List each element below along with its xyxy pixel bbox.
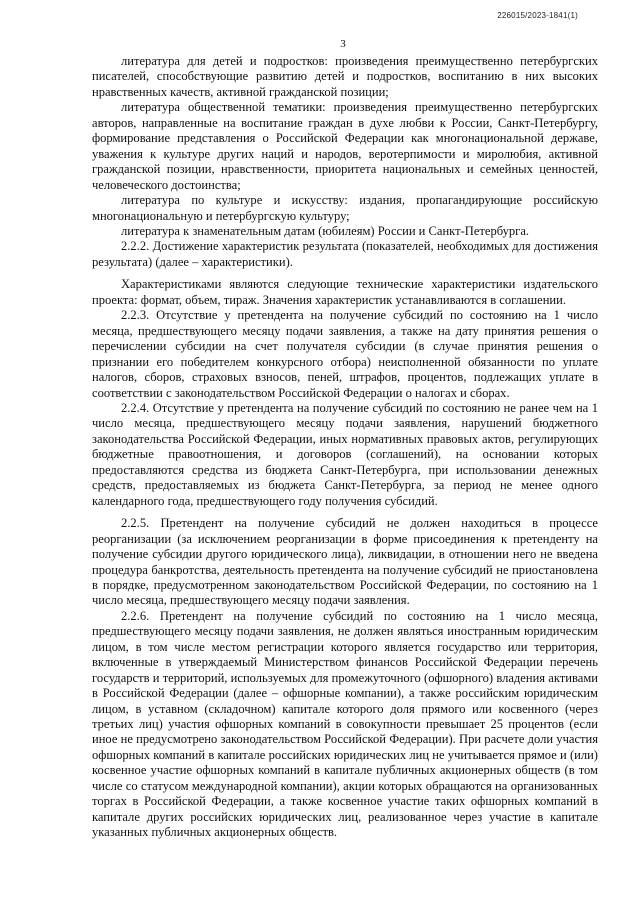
paragraph-culture-literature: литература по культуре и искусству: издания, пропагандирующие российскую многонациональную и петербургскую культуру; bbox=[92, 193, 598, 223]
paragraph-anniversary-literature: литература к знаменательным датам (юбилеям) России и Санкт-Петербурга. bbox=[121, 223, 530, 238]
paragraph-2-2-6: 2.2.6. Претендент на получение субсидий по состоянию на 1 число месяца, предшествующего месяцу подачи заявления, не должен являться иностранным юридическим лицом, в том числе местом регистрации которого является государство или территория, включенные в утверждаемый Министерством финансов Российской Федерации перечень государств и территорий, используемых для промежуточного (офшорного) владения активами в Российской Федерации (далее – офшорные компании), а также российским юридическим лицом, в уставном (складочном) капитале которого доля прямого или косвенного (через третьих лиц) участия офшорных компаний в совокупности превышает 25 процентов (если иное не предусмотрено законодательством Российской Федерации). При расчете доли участия офшорных компаний в капитале российских юридических лиц не учитывается прямое и (или) косвенное участие офшорных компаний в капитале публичных акционерных обществ (в том числе со статусом международной компании), акции которых обращаются на организованных торгах в Российской Федерации, а также косвенное участие таких офшорных компаний в капитале других российских юридических лиц, реализованное через участие в капитале указанных публичных акционерных обществ. bbox=[92, 608, 598, 840]
paragraph-2-2-4: 2.2.4. Отсутствие у претендента на получение субсидий по состоянию не ранее чем на 1 число месяца, предшествующего месяцу подачи заявления, нарушений бюджетного законодательства Российской Федерации, иных нормативных правовых актов, регулирующих бюджетные правоотношения, и договоров (соглашений), на основании которых предоставляются средства из бюджета Санкт-Петербурга, при использовании денежных средств, предоставляемых из бюджета Санкт-Петербурга, за период не менее одного календарного года, предшествующего году получения субсидий. bbox=[92, 400, 598, 508]
paragraph-2-2-3: 2.2.3. Отсутствие у претендента на получение субсидий по состоянию на 1 число месяца, предшествующего месяцу подачи заявления, а также на дату принятия решения о перечислении субсидии на счет получателя субсидии (в случае принятия решения о признании его победителем конкурсного отбора) неисполненной обязанности по уплате налогов, сборов, страховых взносов, пеней, штрафов, процентов, подлежащих уплате в соответствии с законодательством Российской Федерации о налогах и сборах. bbox=[92, 308, 598, 400]
document-id: 226015/2023-1841(1) bbox=[497, 11, 578, 20]
paragraph-characteristics: Характеристиками являются следующие технические характеристики издательского проекта: формат, объем, тираж. Значения характеристик устанавливаются в соглашении. bbox=[92, 277, 598, 307]
paragraph-2-2-2: 2.2.2. Достижение характеристик результата (показателей, необходимых для достижения результата) (далее – характеристики). bbox=[92, 239, 598, 269]
paragraph-2-2-5: 2.2.5. Претендент на получение субсидий не должен находиться в процессе реорганизации (за исключением реорганизации в форме присоединения к претенденту на получение субсидии другого юридического лица), ликвидации, в отношении него не введена процедура банкротства, деятельность претендента на получение субсидий не приостановлена в порядке, предусмотренном законодательством Российской Федерации, по состоянию на 1 число месяца, предшествующего месяцу подачи заявления. bbox=[92, 516, 598, 608]
paragraph-children-literature: литература для детей и подростков: произведения преимущественно петербургских писателей, способствующие развитию детей и подростков, воспитанию в них высоких нравственных качеств, активной гражданской позиции; bbox=[92, 54, 598, 99]
document-body bbox=[92, 54, 598, 841]
paragraph-social-literature: литература общественной тематики: произведения преимущественно петербургских авторов, направленные на воспитание граждан в духе любви к России, Санкт-Петербургу, формирование представления о Российской Федерации как многонациональной державе, уважения к культуре других наций и народов, веротерпимости и миролюбия, активной гражданской позиции, нравственности, приоритета национальных и семейных ценностей, человеческого достоинства; bbox=[92, 100, 598, 192]
page-number: 3 bbox=[340, 38, 346, 50]
